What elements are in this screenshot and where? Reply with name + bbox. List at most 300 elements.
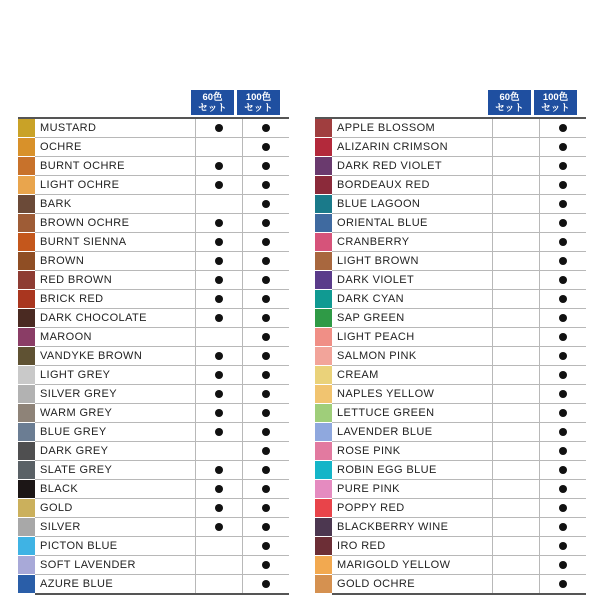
- set60-cell: [196, 442, 243, 461]
- color-row: [315, 480, 586, 499]
- included-dot-icon: [262, 295, 270, 303]
- color-name: GOLD OCHRE: [332, 575, 493, 595]
- set100-cell: [243, 214, 290, 233]
- set60-cell: [493, 442, 540, 461]
- included-dot-icon: [559, 124, 567, 132]
- set100-cell: [540, 195, 587, 214]
- color-row: [315, 499, 586, 518]
- set100-cell: [540, 176, 587, 195]
- set60-cell: [196, 347, 243, 366]
- set100-cell: [540, 518, 587, 537]
- included-dot-icon: [559, 181, 567, 189]
- included-dot-icon: [262, 219, 270, 227]
- set100-cell: [540, 404, 587, 423]
- included-dot-icon: [262, 485, 270, 493]
- color-name: NAPLES YELLOW: [332, 385, 493, 404]
- color-swatch: [18, 290, 35, 309]
- set60-cell: [196, 480, 243, 499]
- color-row: [315, 176, 586, 195]
- set60-cell: [196, 518, 243, 537]
- color-name: ALIZARIN CRIMSON: [332, 138, 493, 157]
- set100-cell: [540, 461, 587, 480]
- color-name: SILVER GREY: [35, 385, 196, 404]
- color-row: [18, 290, 289, 309]
- color-name: BROWN: [35, 252, 196, 271]
- set60-cell: [493, 575, 540, 595]
- set100-cell: [540, 499, 587, 518]
- color-name: BURNT OCHRE: [35, 157, 196, 176]
- color-table-left: [18, 117, 289, 595]
- color-name: SLATE GREY: [35, 461, 196, 480]
- color-row: [18, 461, 289, 480]
- included-dot-icon: [262, 333, 270, 341]
- set60-cell: [493, 385, 540, 404]
- set100-cell: [540, 385, 587, 404]
- included-dot-icon: [262, 390, 270, 398]
- set60-cell: [493, 157, 540, 176]
- color-swatch: [18, 499, 35, 518]
- included-dot-icon: [559, 409, 567, 417]
- color-name: CRANBERRY: [332, 233, 493, 252]
- included-dot-icon: [262, 181, 270, 189]
- color-swatch: [315, 290, 332, 309]
- set100-cell: [540, 423, 587, 442]
- header-100-set: 100色 セット: [534, 90, 577, 115]
- color-name: BRICK RED: [35, 290, 196, 309]
- color-name: VANDYKE BROWN: [35, 347, 196, 366]
- set60-cell: [196, 176, 243, 195]
- set60-cell: [196, 214, 243, 233]
- color-row: [18, 252, 289, 271]
- color-swatch: [315, 138, 332, 157]
- set60-cell: [493, 347, 540, 366]
- included-dot-icon: [559, 466, 567, 474]
- set100-cell: [243, 537, 290, 556]
- included-dot-icon: [559, 485, 567, 493]
- color-swatch: [315, 252, 332, 271]
- color-row: [315, 385, 586, 404]
- set60-cell: [493, 556, 540, 575]
- color-row: [18, 328, 289, 347]
- set60-cell: [196, 252, 243, 271]
- included-dot-icon: [559, 257, 567, 265]
- color-row: [18, 271, 289, 290]
- included-dot-icon: [262, 580, 270, 588]
- set60-cell: [196, 118, 243, 138]
- color-row: [18, 385, 289, 404]
- color-row: [315, 214, 586, 233]
- included-dot-icon: [262, 143, 270, 151]
- color-row: [315, 233, 586, 252]
- color-name: BLUE GREY: [35, 423, 196, 442]
- set60-cell: [493, 118, 540, 138]
- color-name: LAVENDER BLUE: [332, 423, 493, 442]
- set60-cell: [493, 423, 540, 442]
- color-name: ORIENTAL BLUE: [332, 214, 493, 233]
- color-swatch: [315, 233, 332, 252]
- color-swatch: [18, 328, 35, 347]
- included-dot-icon: [262, 162, 270, 170]
- included-dot-icon: [262, 466, 270, 474]
- color-swatch: [315, 461, 332, 480]
- color-name: SALMON PINK: [332, 347, 493, 366]
- set100-cell: [540, 480, 587, 499]
- set100-cell: [540, 537, 587, 556]
- color-row: [18, 214, 289, 233]
- color-name: BLACK: [35, 480, 196, 499]
- color-row: [18, 118, 289, 138]
- color-name: RED BROWN: [35, 271, 196, 290]
- set60-cell: [493, 214, 540, 233]
- set100-cell: [243, 575, 290, 595]
- included-dot-icon: [559, 143, 567, 151]
- set100-cell: [540, 157, 587, 176]
- set60-cell: [493, 233, 540, 252]
- set60-cell: [493, 537, 540, 556]
- set60-cell: [493, 328, 540, 347]
- color-swatch: [315, 499, 332, 518]
- color-swatch: [18, 518, 35, 537]
- color-name: DARK VIOLET: [332, 271, 493, 290]
- color-name: GOLD: [35, 499, 196, 518]
- color-swatch: [18, 537, 35, 556]
- set100-cell: [540, 309, 587, 328]
- color-row: [315, 328, 586, 347]
- included-dot-icon: [262, 371, 270, 379]
- color-row: [315, 575, 586, 595]
- set100-cell: [243, 138, 290, 157]
- color-swatch: [18, 176, 35, 195]
- color-name: MAROON: [35, 328, 196, 347]
- included-dot-icon: [215, 352, 223, 360]
- set60-cell: [196, 328, 243, 347]
- set60-cell: [196, 461, 243, 480]
- color-name: DARK CYAN: [332, 290, 493, 309]
- set60-cell: [196, 309, 243, 328]
- set100-cell: [540, 118, 587, 138]
- included-dot-icon: [559, 523, 567, 531]
- set100-cell: [243, 499, 290, 518]
- set100-cell: [243, 233, 290, 252]
- set100-cell: [243, 347, 290, 366]
- color-name: LETTUCE GREEN: [332, 404, 493, 423]
- color-swatch: [315, 575, 332, 595]
- color-swatch: [315, 442, 332, 461]
- set100-cell: [540, 575, 587, 595]
- set60-cell: [196, 366, 243, 385]
- color-swatch: [315, 518, 332, 537]
- header-60-set: 60色 セット: [488, 90, 531, 115]
- color-row: [18, 176, 289, 195]
- set60-cell: [493, 404, 540, 423]
- included-dot-icon: [215, 276, 223, 284]
- color-swatch: [18, 385, 35, 404]
- color-name: BURNT SIENNA: [35, 233, 196, 252]
- set60-cell: [493, 518, 540, 537]
- set100-cell: [243, 157, 290, 176]
- included-dot-icon: [262, 504, 270, 512]
- color-swatch: [315, 347, 332, 366]
- included-dot-icon: [559, 162, 567, 170]
- included-dot-icon: [215, 523, 223, 531]
- included-dot-icon: [559, 200, 567, 208]
- color-row: [18, 499, 289, 518]
- color-name: BROWN OCHRE: [35, 214, 196, 233]
- color-swatch: [18, 480, 35, 499]
- included-dot-icon: [215, 428, 223, 436]
- color-row: [18, 423, 289, 442]
- color-name: BLUE LAGOON: [332, 195, 493, 214]
- included-dot-icon: [215, 295, 223, 303]
- color-name: MARIGOLD YELLOW: [332, 556, 493, 575]
- included-dot-icon: [262, 561, 270, 569]
- color-swatch: [18, 138, 35, 157]
- color-row: [18, 347, 289, 366]
- included-dot-icon: [559, 542, 567, 550]
- color-swatch: [18, 214, 35, 233]
- set60-cell: [493, 309, 540, 328]
- color-swatch: [18, 195, 35, 214]
- color-name: PICTON BLUE: [35, 537, 196, 556]
- set60-cell: [493, 461, 540, 480]
- color-row: [315, 309, 586, 328]
- included-dot-icon: [215, 219, 223, 227]
- color-row: [18, 309, 289, 328]
- color-row: [315, 442, 586, 461]
- included-dot-icon: [262, 238, 270, 246]
- set100-cell: [243, 385, 290, 404]
- color-swatch: [315, 271, 332, 290]
- included-dot-icon: [262, 523, 270, 531]
- color-swatch: [18, 118, 35, 138]
- set100-cell: [540, 347, 587, 366]
- color-row: [315, 157, 586, 176]
- included-dot-icon: [262, 447, 270, 455]
- included-dot-icon: [262, 314, 270, 322]
- color-name: BORDEAUX RED: [332, 176, 493, 195]
- color-row: [18, 556, 289, 575]
- color-swatch: [18, 575, 35, 595]
- color-name: WARM GREY: [35, 404, 196, 423]
- included-dot-icon: [215, 181, 223, 189]
- color-swatch: [18, 271, 35, 290]
- set60-cell: [196, 290, 243, 309]
- color-swatch: [18, 347, 35, 366]
- included-dot-icon: [262, 124, 270, 132]
- color-row: [315, 556, 586, 575]
- set100-cell: [243, 195, 290, 214]
- color-swatch: [18, 442, 35, 461]
- set60-cell: [196, 537, 243, 556]
- included-dot-icon: [215, 485, 223, 493]
- set100-cell: [243, 404, 290, 423]
- included-dot-icon: [215, 124, 223, 132]
- color-row: [18, 575, 289, 595]
- set100-cell: [243, 442, 290, 461]
- color-swatch: [315, 385, 332, 404]
- included-dot-icon: [559, 219, 567, 227]
- set60-cell: [196, 423, 243, 442]
- color-row: [315, 537, 586, 556]
- set100-cell: [540, 233, 587, 252]
- set60-cell: [196, 499, 243, 518]
- color-row: [18, 138, 289, 157]
- included-dot-icon: [559, 295, 567, 303]
- color-swatch: [18, 556, 35, 575]
- color-name: ROBIN EGG BLUE: [332, 461, 493, 480]
- included-dot-icon: [262, 409, 270, 417]
- set60-cell: [196, 157, 243, 176]
- set60-cell: [493, 290, 540, 309]
- color-row: [315, 271, 586, 290]
- set100-cell: [243, 366, 290, 385]
- color-name: IRO RED: [332, 537, 493, 556]
- included-dot-icon: [559, 580, 567, 588]
- color-swatch: [18, 157, 35, 176]
- set100-cell: [243, 252, 290, 271]
- color-row: [315, 118, 586, 138]
- set100-cell: [243, 309, 290, 328]
- included-dot-icon: [215, 162, 223, 170]
- color-row: [18, 537, 289, 556]
- color-name: OCHRE: [35, 138, 196, 157]
- set100-cell: [540, 556, 587, 575]
- set60-cell: [196, 195, 243, 214]
- color-row: [315, 290, 586, 309]
- color-swatch: [315, 480, 332, 499]
- included-dot-icon: [215, 409, 223, 417]
- color-swatch: [18, 423, 35, 442]
- included-dot-icon: [559, 504, 567, 512]
- set60-cell: [493, 499, 540, 518]
- included-dot-icon: [215, 466, 223, 474]
- color-row: [315, 461, 586, 480]
- set60-cell: [493, 138, 540, 157]
- color-row: [315, 252, 586, 271]
- color-name: LIGHT OCHRE: [35, 176, 196, 195]
- color-row: [18, 366, 289, 385]
- color-swatch: [315, 157, 332, 176]
- color-swatch: [315, 556, 332, 575]
- header-60-set: 60色 セット: [191, 90, 234, 115]
- color-swatch: [18, 233, 35, 252]
- included-dot-icon: [262, 542, 270, 550]
- included-dot-icon: [262, 352, 270, 360]
- color-swatch: [315, 423, 332, 442]
- color-name: AZURE BLUE: [35, 575, 196, 595]
- included-dot-icon: [559, 428, 567, 436]
- included-dot-icon: [559, 352, 567, 360]
- color-name: LIGHT BROWN: [332, 252, 493, 271]
- color-swatch: [315, 309, 332, 328]
- set100-cell: [243, 518, 290, 537]
- color-row: [18, 442, 289, 461]
- color-swatch: [315, 195, 332, 214]
- included-dot-icon: [215, 238, 223, 246]
- set100-cell: [243, 461, 290, 480]
- set100-cell: [243, 118, 290, 138]
- color-name: MUSTARD: [35, 118, 196, 138]
- color-row: [315, 404, 586, 423]
- set100-cell: [540, 290, 587, 309]
- color-swatch: [315, 176, 332, 195]
- color-name: LIGHT PEACH: [332, 328, 493, 347]
- color-name: POPPY RED: [332, 499, 493, 518]
- color-name: DARK GREY: [35, 442, 196, 461]
- color-row: [18, 157, 289, 176]
- included-dot-icon: [262, 257, 270, 265]
- set60-cell: [196, 138, 243, 157]
- set100-cell: [243, 556, 290, 575]
- set100-cell: [243, 480, 290, 499]
- color-row: [18, 404, 289, 423]
- included-dot-icon: [559, 561, 567, 569]
- included-dot-icon: [559, 314, 567, 322]
- color-row: [315, 423, 586, 442]
- color-row: [315, 347, 586, 366]
- set100-cell: [540, 214, 587, 233]
- color-row: [18, 233, 289, 252]
- included-dot-icon: [262, 428, 270, 436]
- color-name: ROSE PINK: [332, 442, 493, 461]
- color-name: DARK RED VIOLET: [332, 157, 493, 176]
- set60-cell: [493, 366, 540, 385]
- color-row: [315, 195, 586, 214]
- color-name: LIGHT GREY: [35, 366, 196, 385]
- color-swatch: [315, 537, 332, 556]
- set100-cell: [243, 271, 290, 290]
- included-dot-icon: [559, 276, 567, 284]
- color-swatch: [18, 404, 35, 423]
- color-swatch: [18, 252, 35, 271]
- set60-cell: [196, 575, 243, 595]
- color-name: CREAM: [332, 366, 493, 385]
- set100-cell: [243, 328, 290, 347]
- set60-cell: [196, 385, 243, 404]
- set60-cell: [493, 480, 540, 499]
- set100-cell: [540, 442, 587, 461]
- set60-cell: [493, 271, 540, 290]
- color-row: [18, 480, 289, 499]
- set100-cell: [540, 138, 587, 157]
- included-dot-icon: [559, 333, 567, 341]
- set60-cell: [493, 195, 540, 214]
- color-swatch: [315, 328, 332, 347]
- color-row: [315, 138, 586, 157]
- set100-cell: [243, 290, 290, 309]
- included-dot-icon: [559, 390, 567, 398]
- color-swatch: [18, 461, 35, 480]
- color-row: [18, 518, 289, 537]
- included-dot-icon: [215, 504, 223, 512]
- color-row: [315, 518, 586, 537]
- set100-cell: [540, 252, 587, 271]
- included-dot-icon: [559, 447, 567, 455]
- set100-cell: [540, 328, 587, 347]
- color-name: SAP GREEN: [332, 309, 493, 328]
- color-row: [315, 366, 586, 385]
- included-dot-icon: [215, 257, 223, 265]
- included-dot-icon: [215, 371, 223, 379]
- set60-cell: [196, 233, 243, 252]
- set100-cell: [540, 366, 587, 385]
- color-name: DARK CHOCOLATE: [35, 309, 196, 328]
- color-swatch: [315, 214, 332, 233]
- color-name: BARK: [35, 195, 196, 214]
- included-dot-icon: [262, 200, 270, 208]
- included-dot-icon: [215, 314, 223, 322]
- color-name: SILVER: [35, 518, 196, 537]
